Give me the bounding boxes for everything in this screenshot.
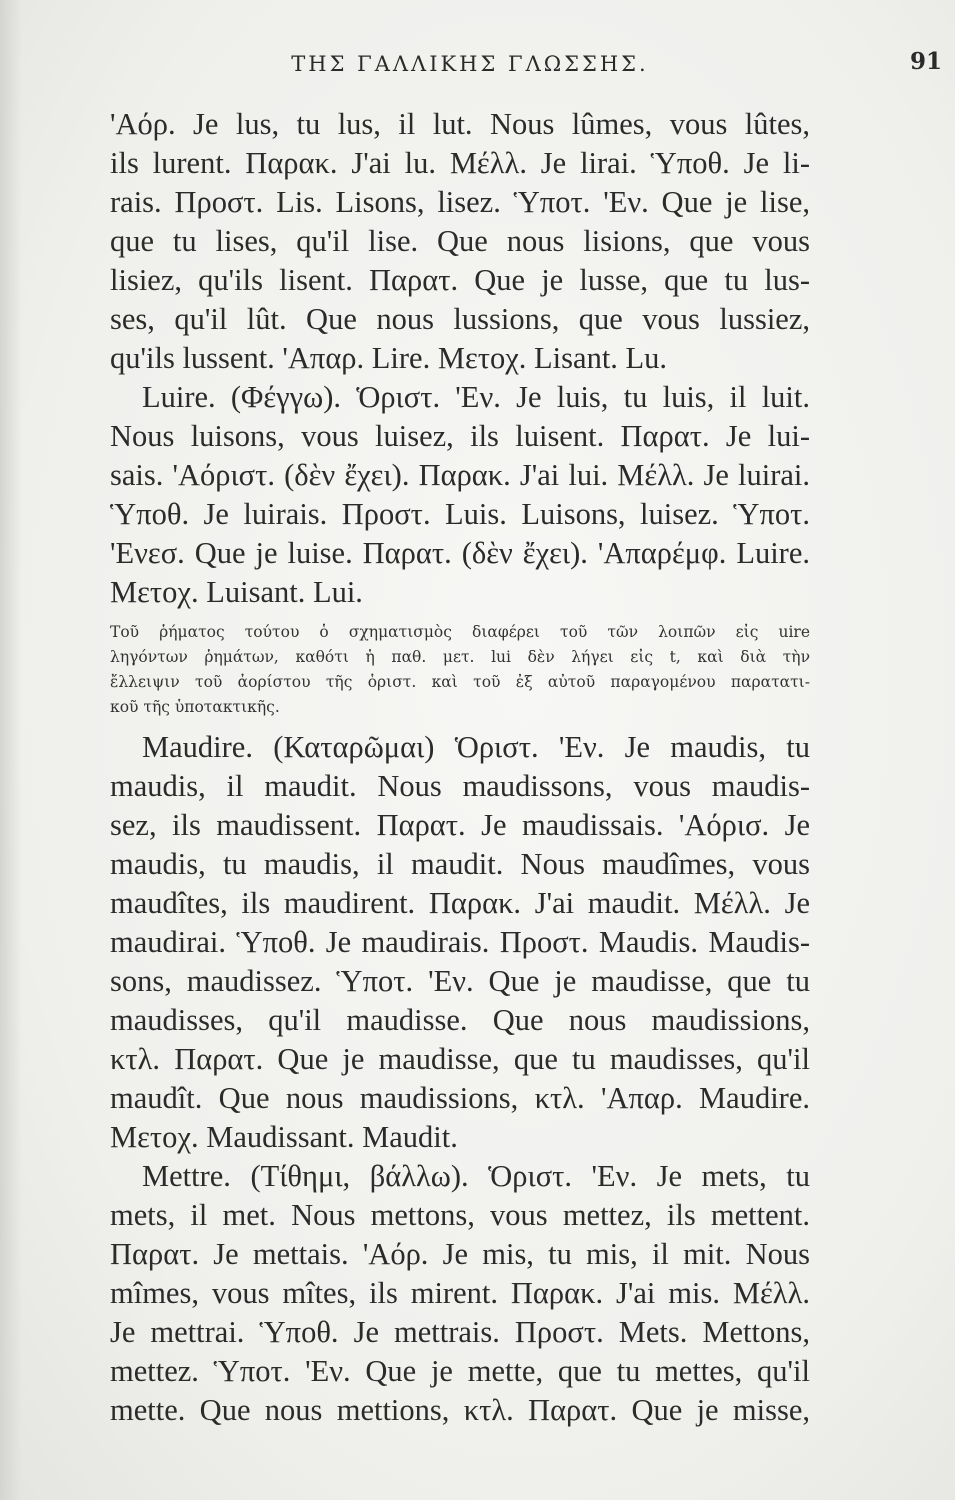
text-line: κτλ. Παρατ. Que je maudisse, que tu maudisses, qu'il	[110, 1042, 810, 1076]
text-line: mets, il met. Nous mettons, vous mettez, ils mettent.	[110, 1198, 810, 1232]
paragraph-luire	[110, 378, 810, 612]
text-line: ils lurent. Παρακ. J'ai lu. Μέλλ. Je lirai. Ὑποθ. Je li-	[110, 146, 810, 180]
text-line: mîmes, vous mîtes, ils mirent. Παρακ. J'ai mis. Μέλλ.	[110, 1276, 810, 1310]
text-line: mettez. Ὑποτ. 'Εν. Que je mette, que tu mettes, qu'il	[110, 1354, 810, 1388]
text-line: lisiez, qu'ils lisent. Παρατ. Que je lusse, que tu lus-	[110, 263, 810, 297]
text-line: Μετοχ. Maudissant. Maudit.	[110, 1120, 458, 1154]
note-line: κοῦ τῆς ὑποτακτικῆς.	[110, 698, 280, 716]
text-line: sais. 'Αόριστ. (δὲν ἔχει). Παρακ. J'ai lui. Μέλλ. Je luirai.	[110, 458, 810, 492]
text-line: qu'ils lussent. 'Απαρ. Lire. Μετοχ. Lisant. Lu.	[110, 341, 668, 375]
text-line: que tu lises, qu'il lise. Que nous lisions, que vous	[110, 224, 810, 258]
paragraph-maudire	[110, 728, 810, 1157]
text-line: Maudire. (Καταρῶμαι) Ὁριστ. 'Εν. Je maudis, tu	[142, 730, 810, 764]
text-line: maudirai. Ὑποθ. Je maudirais. Προστ. Maudis. Maudis-	[110, 925, 810, 959]
text-line: Mettre. (Τίθημι, βάλλω). Ὁριστ. 'Εν. Je mets, tu	[142, 1159, 810, 1193]
text-line: rais. Προστ. Lis. Lisons, lisez. Ὑποτ. 'Εν. Que je lise,	[110, 185, 810, 219]
text-line: maudis, tu maudis, il maudit. Nous maudîmes, vous	[110, 847, 810, 881]
page-number: 91	[910, 48, 943, 75]
text-line: 'Ενεσ. Que je luise. Παρατ. (δὲν ἔχει). 'Απαρέμφ. Luire.	[110, 536, 810, 570]
paragraph-lire-continued	[110, 105, 810, 378]
text-line: ses, qu'il lût. Que nous lussions, que vous lussiez,	[110, 302, 810, 336]
footnote-luire	[110, 620, 810, 720]
text-line: Luire. (Φέγγω). Ὁριστ. 'Εν. Je luis, tu luis, il luit.	[142, 380, 810, 414]
text-line: Je mettrai. Ὑποθ. Je mettrais. Προστ. Mets. Mettons,	[110, 1315, 810, 1349]
text-line: Nous luisons, vous luisez, ils luisent. Παρατ. Je lui-	[110, 419, 810, 453]
text-line: Ὑποθ. Je luirais. Προστ. Luis. Luisons, luisez. Ὑποτ.	[110, 497, 810, 531]
page-edge-shadow	[0, 0, 22, 1500]
note-line: ἔλλειψιν τοῦ ἀορίστου τῆς ὁριστ. καὶ τοῦ ἐξ αὐτοῦ παραγομένου παρατατι-	[110, 673, 810, 691]
text-line: sons, maudissez. Ὑποτ. 'Εν. Que je maudisse, que tu	[110, 964, 810, 998]
text-line: Παρατ. Je mettais. 'Αόρ. Je mis, tu mis, il mit. Nous	[110, 1237, 810, 1271]
body-text	[110, 105, 810, 1430]
text-line: sez, ils maudissent. Παρατ. Je maudissais. 'Αόρισ. Je	[110, 808, 810, 842]
text-line: maudît. Que nous maudissions, κτλ. 'Απαρ. Maudire.	[110, 1081, 810, 1115]
note-line: ληγόντων ῥημάτων, καθότι ἡ παθ. μετ. lui δὲν λήγει εἰς t, καὶ διὰ τὴν	[110, 648, 810, 666]
note-line: Τοῦ ῥήματος τούτου ὁ σχηματισμὸς διαφέρει τοῦ τῶν λοιπῶν εἰς uire	[110, 623, 810, 641]
paragraph-mettre	[110, 1157, 810, 1430]
text-line: mette. Que nous mettions, κτλ. Παρατ. Que je misse,	[110, 1393, 810, 1427]
text-line: 'Αόρ. Je lus, tu lus, il lut. Nous lûmes, vous lûtes,	[110, 107, 810, 141]
text-line: Μετοχ. Luisant. Lui.	[110, 575, 363, 609]
text-line: maudisses, qu'il maudisse. Que nous maudissions,	[110, 1003, 810, 1037]
text-line: maudîtes, ils maudirent. Παρακ. J'ai maudit. Μέλλ. Je	[110, 886, 810, 920]
running-header: ΤΗΣ ΓΑΛΛΙΚΗΣ ΓΛΩΣΣΗΣ.	[291, 52, 649, 76]
text-line: maudis, il maudit. Nous maudissons, vous maudis-	[110, 769, 810, 803]
